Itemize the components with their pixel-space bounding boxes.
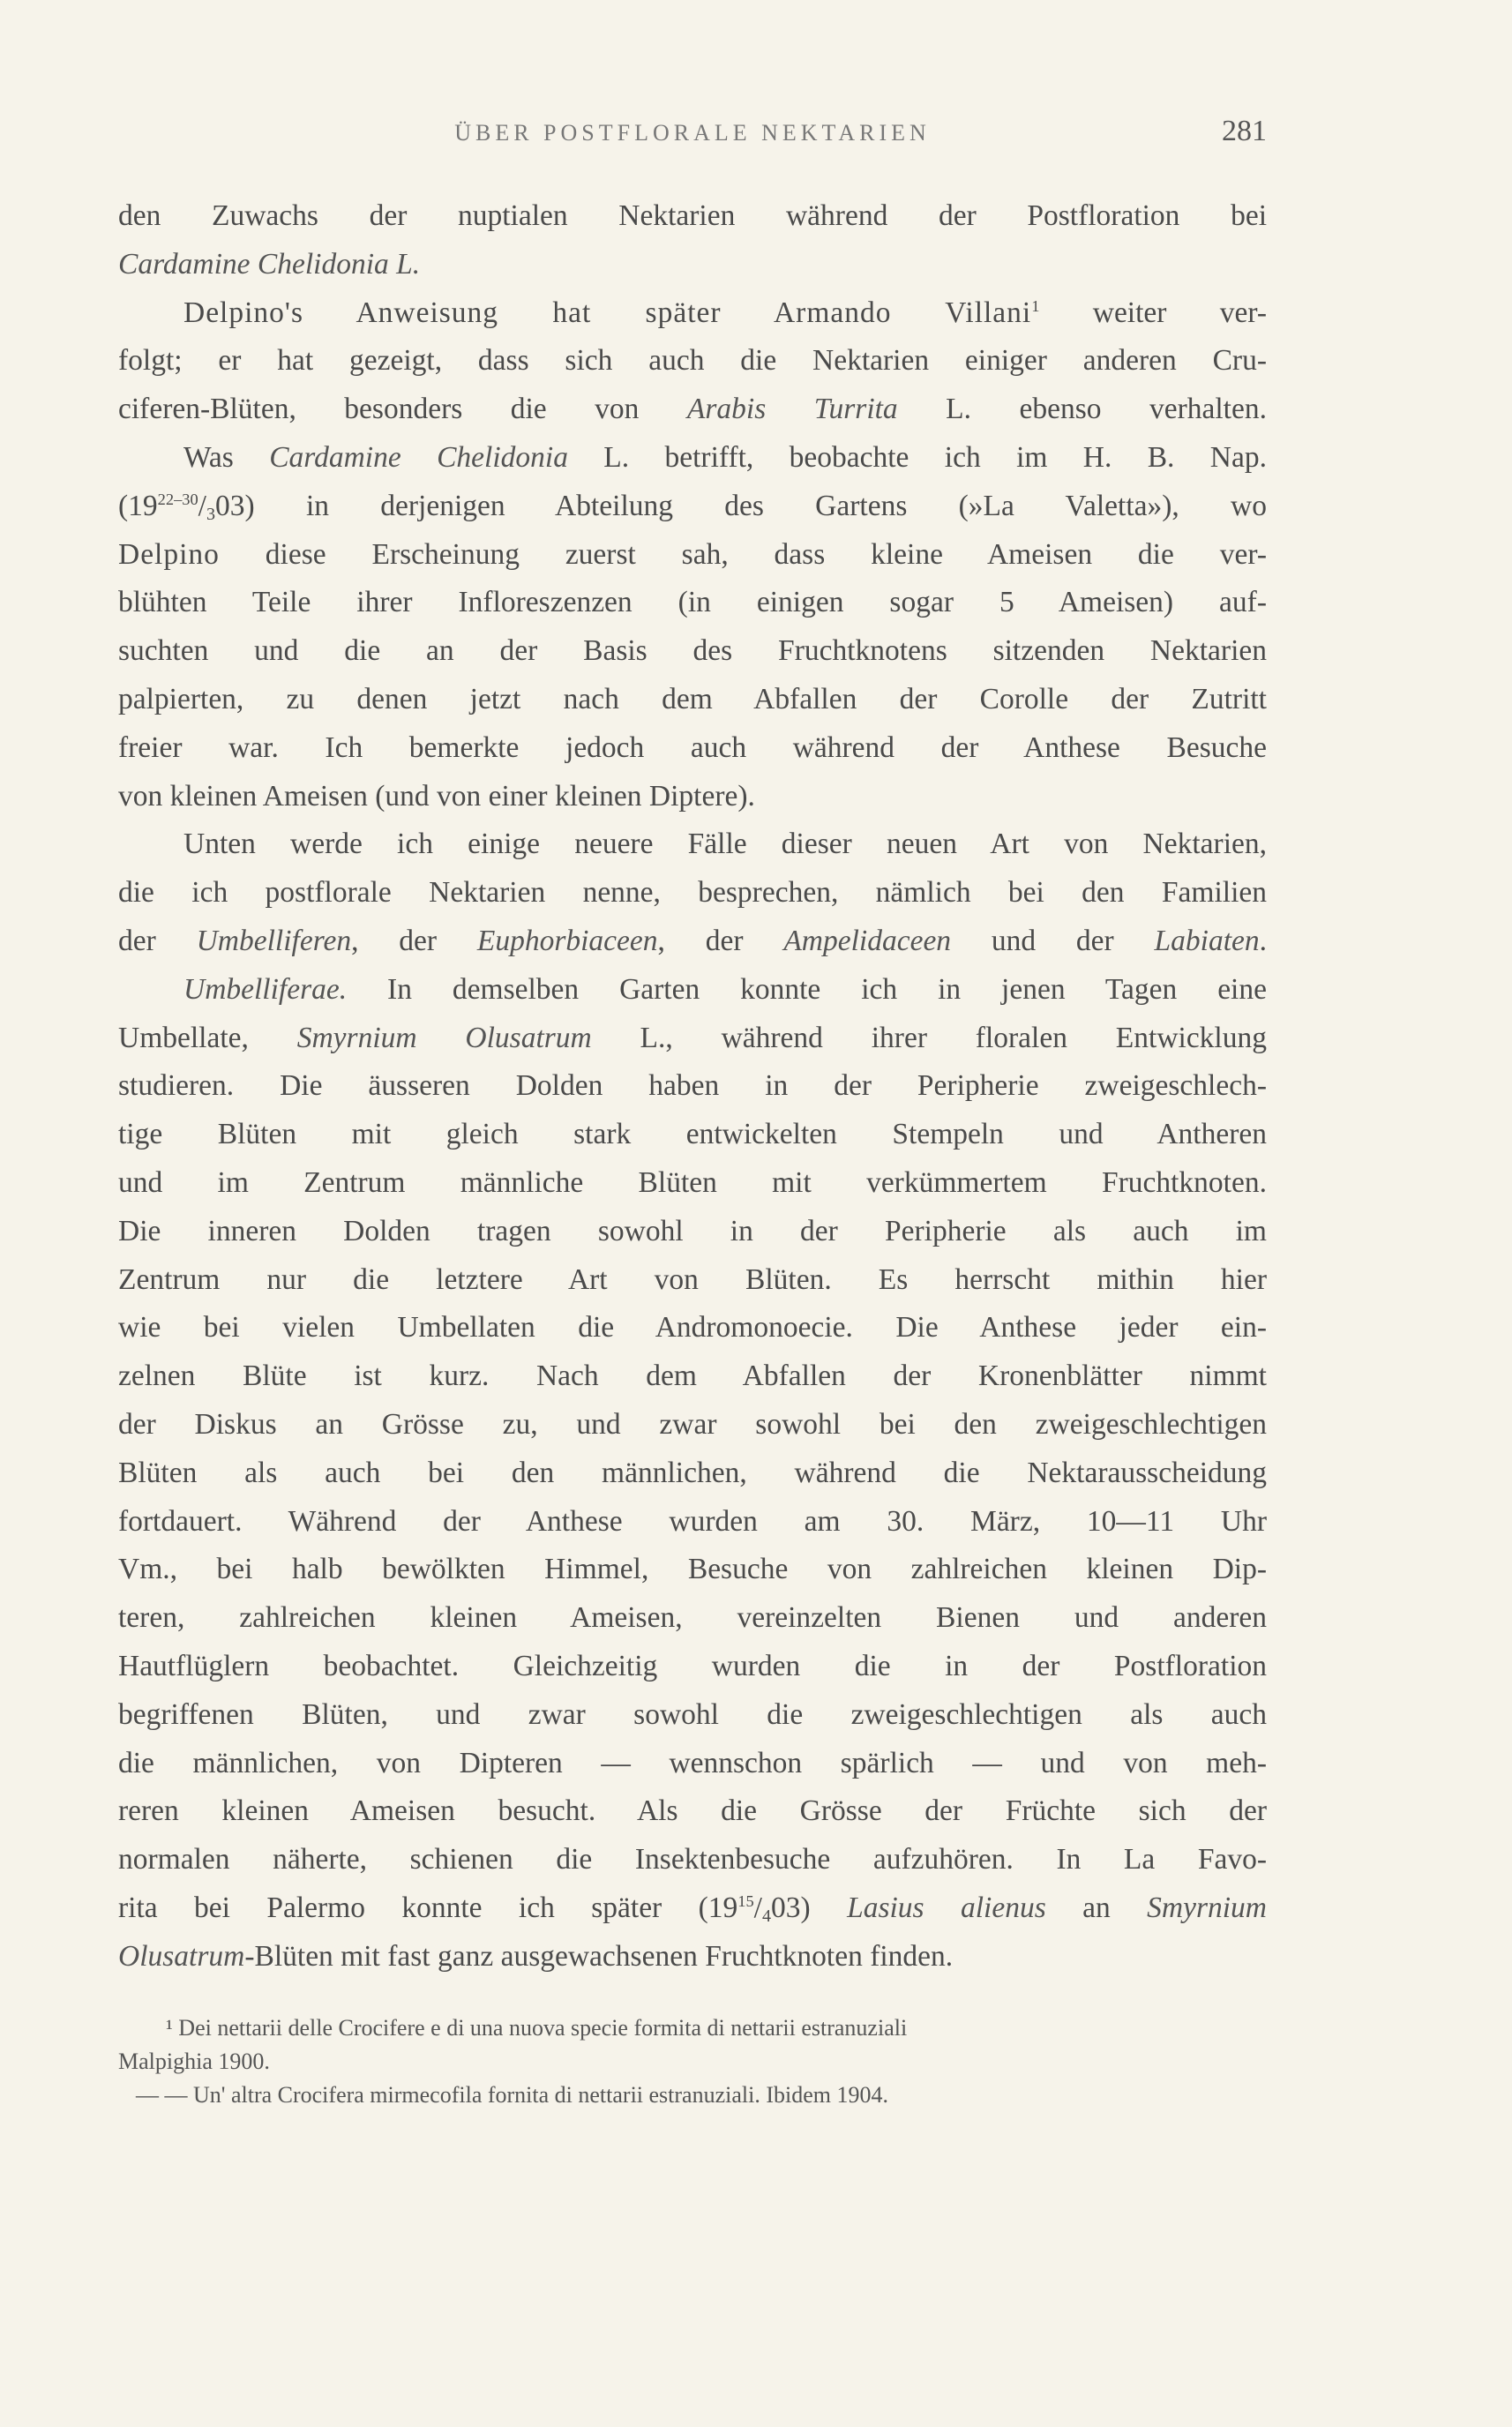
- footnote-line: — — Un' altra Crocifera mirmecofila fornita di nettarii estranuziali. Ibidem 1904.: [136, 2082, 888, 2108]
- text-line: der Umbelliferen, der Euphorbiaceen, der Ampelidaceen und der Labiaten.: [118, 924, 1268, 957]
- text-line: von kleinen Ameisen (und von einer kleinen Diptere).: [118, 779, 755, 813]
- text-line: Umbellate, Smyrnium Olusatrum L., während ihrer floralen Entwicklung: [118, 1021, 1267, 1054]
- text-line: Unten werde ich einige neuere Fälle dieser neuen Art von Nektarien,: [183, 828, 1267, 861]
- text-line: fortdauert. Während der Anthese wurden am 30. März, 10—11 Uhr: [118, 1504, 1267, 1538]
- text-line: den Zuwachs der nuptialen Nektarien während der Postfloration bei: [118, 199, 1267, 232]
- text-line: begriffenen Blüten, und zwar sowohl die zweigeschlechtigen als auch: [118, 1697, 1267, 1731]
- text-line: Blüten als auch bei den männlichen, während die Nektarausscheidung: [118, 1456, 1267, 1489]
- text-line: Umbelliferae. In demselben Garten konnte ich in jenen Tagen eine: [183, 972, 1267, 1006]
- text-line: $(19^{22-30}/_303)$ in derjenigen Abteilung des Gartens (»La Valetta»), wo: [118, 489, 1267, 524]
- text-line: die männlichen, von Dipteren — wennschon spärlich — und von meh-: [118, 1746, 1267, 1779]
- text-line: wie bei vielen Umbellaten die Andromonoecie. Die Anthese jeder ein-: [118, 1311, 1267, 1345]
- footnote-line: ¹ Dei nettarii delle Crocifere e di una nuova specie formita di nettarii estranuziali: [166, 2015, 908, 2041]
- text-line: teren, zahlreichen kleinen Ameisen, vereinzelten Bienen und anderen: [118, 1601, 1267, 1635]
- footnote-ref: 1: [1031, 296, 1040, 315]
- page-number: 281: [1222, 115, 1267, 147]
- text-line: Olusatrum-Blüten mit fast ganz ausgewachsenen Fruchtknoten finden.: [118, 1939, 954, 1973]
- text-line: ciferen-Blüten, besonders die von Arabis Turrita L. ebenso verhalten.: [118, 393, 1267, 426]
- text-line: rita bei Palermo konnte ich später $(19^{15}/_403)$ Lasius alienus an Smyrnium: [118, 1891, 1267, 1926]
- text-line: blühten Teile ihrer Infloreszenzen (in einigen sogar 5 Ameisen) auf-: [118, 586, 1267, 619]
- text-line: Was Cardamine Chelidonia L. betrifft, beobachte ich im H. B. Nap.: [183, 440, 1267, 474]
- text-line: der Diskus an Grösse zu, und zwar sowohl bei den zweigeschlechtigen: [118, 1407, 1267, 1441]
- text-line: Die inneren Dolden tragen sowohl in der Peripherie als auch im: [118, 1214, 1267, 1247]
- footnote-line: Malpighia 1900.: [118, 2049, 270, 2074]
- text-line: Hautflüglern beobachtet. Gleichzeitig wurden die in der Postfloration: [118, 1649, 1267, 1682]
- text-line: reren kleinen Ameisen besucht. Als die Grösse der Früchte sich der: [118, 1794, 1267, 1828]
- text-line: freier war. Ich bemerkte jedoch auch während der Anthese Besuche: [118, 730, 1267, 764]
- text-line: tige Blüten mit gleich stark entwickelten Stempeln und Antheren: [118, 1118, 1267, 1151]
- running-head-title: ÜBER POSTFLORALE NEKTARIEN: [454, 120, 931, 146]
- text-line: folgt; er hat gezeigt, dass sich auch die Nektarien einiger anderen Cru-: [118, 344, 1267, 378]
- text-line: suchten und die an der Basis des Fruchtknotens sitzenden Nektarien: [118, 634, 1267, 668]
- text-line: Cardamine Chelidonia L.: [118, 247, 421, 281]
- body-text: [118, 192, 1267, 1981]
- running-head: [118, 115, 1267, 155]
- text-line: Delpino's Anweisung hat später Armando Villani$^1$ weiter ver-: [183, 296, 1268, 329]
- text-line: Vm., bei halb bewölkten Himmel, Besuche von zahlreichen kleinen Dip-: [118, 1553, 1267, 1586]
- text-line: die ich postflorale Nektarien nenne, besprechen, nämlich bei den Familien: [118, 876, 1267, 910]
- section-heading: Umbelliferae.: [183, 972, 348, 1006]
- text-line: Delpino diese Erscheinung zuerst sah, dass kleine Ameisen die ver-: [118, 537, 1267, 571]
- text-line: und im Zentrum männliche Blüten mit verkümmertem Fruchtknoten.: [118, 1165, 1267, 1199]
- text-line: studieren. Die äusseren Dolden haben in der Peripherie zweigeschlech-: [118, 1069, 1267, 1103]
- text-line: zelnen Blüte ist kurz. Nach dem Abfallen der Kronenblätter nimmt: [118, 1360, 1267, 1393]
- text-line: Zentrum nur die letztere Art von Blüten. Es herrscht mithin hier: [118, 1262, 1267, 1296]
- text-line: normalen näherte, schienen die Insektenbesuche aufzuhören. In La Favo-: [118, 1843, 1267, 1876]
- footnotes: [118, 2011, 1267, 2112]
- text-line: palpierten, zu denen jetzt nach dem Abfallen der Corolle der Zutritt: [118, 682, 1267, 715]
